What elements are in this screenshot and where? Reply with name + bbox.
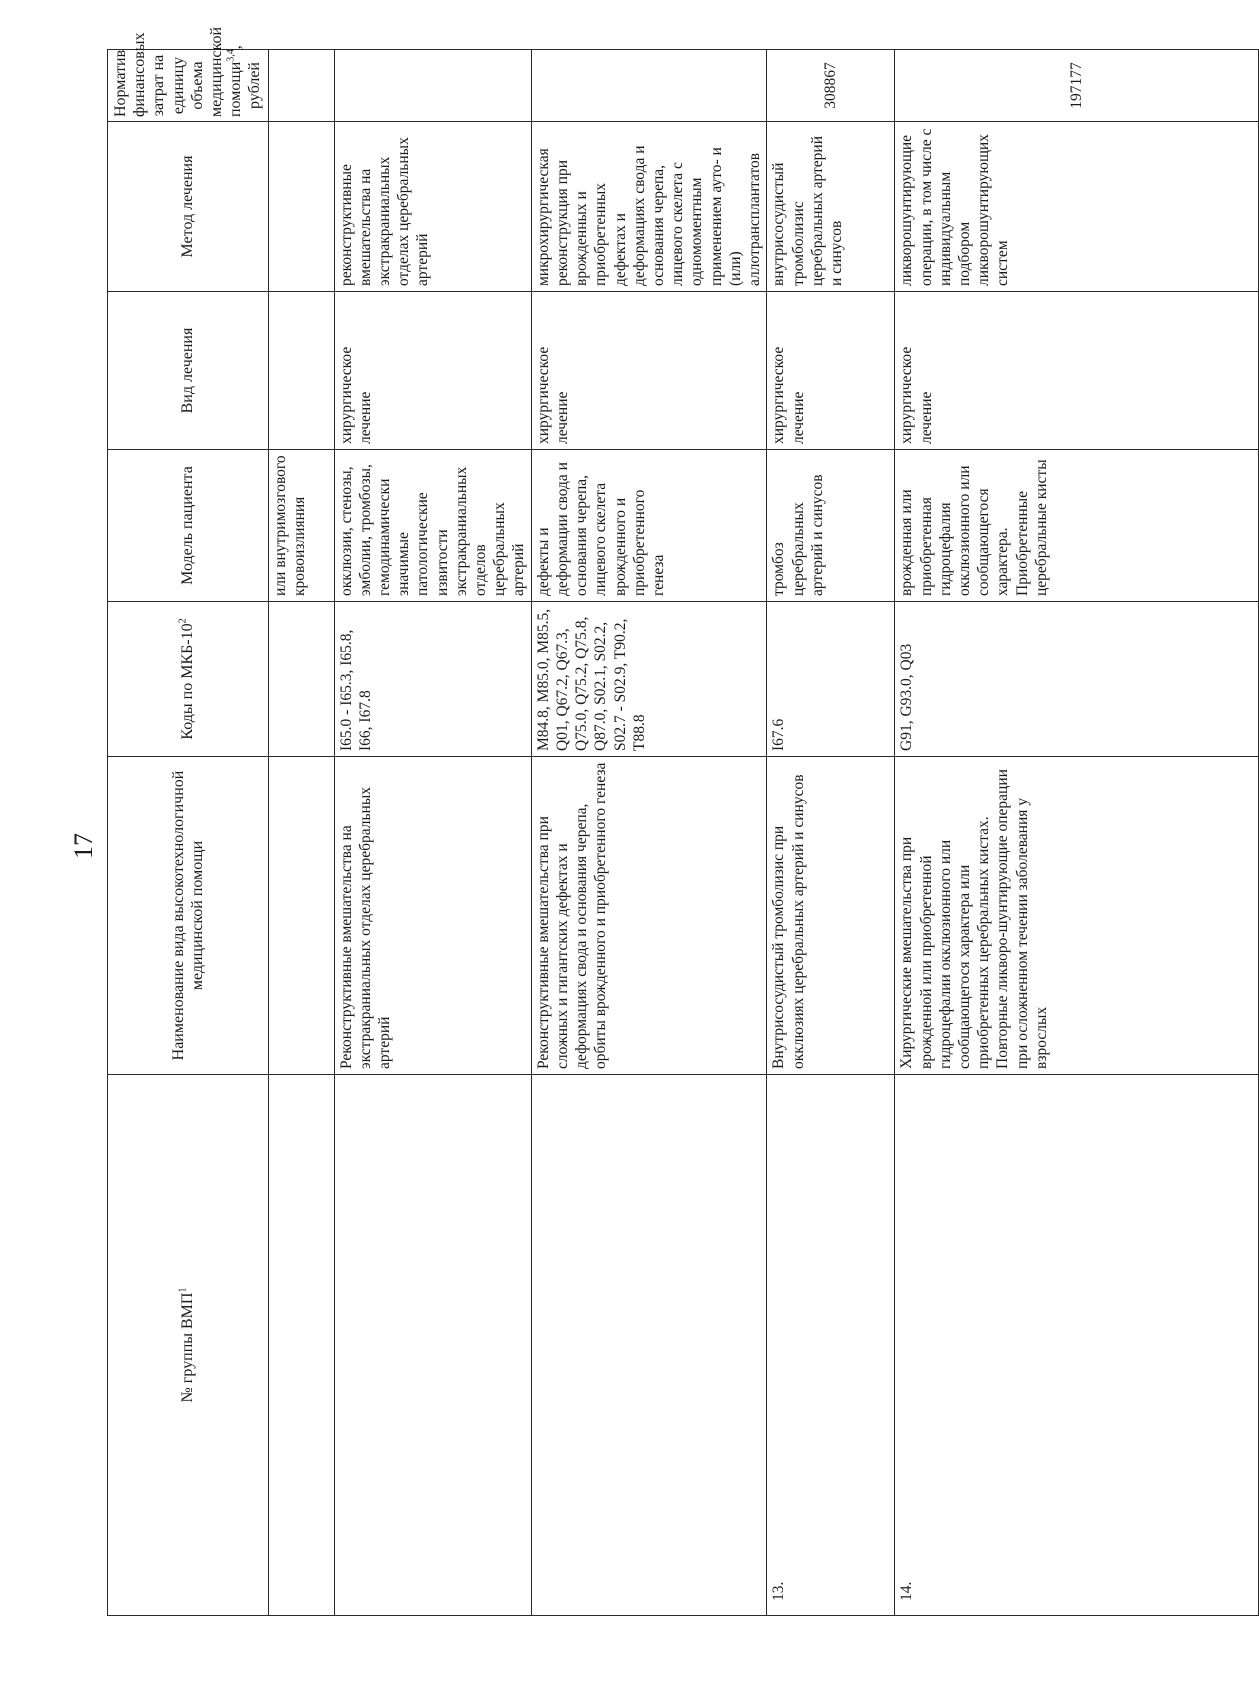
cell-codes: G91, G93.0, Q03 [895, 602, 1259, 757]
cell-model: окклюзии, стенозы, эмболии, тромбозы, гемодинамически значимые патологические извитости экстракраниальных отделов церебральных артерий [334, 450, 531, 602]
cell-name: Реконструктивные вмешательства при сложных и гигантских дефектах и деформациях свода и основания черепа, орбиты врожденного и приобретенного генеза [531, 757, 767, 1075]
cell-method: микрохирургическая реконструкция при врожденных и приобретенных дефектах и деформациях свода и основания черепа, лицевого скелета с одномоментным применением ауто- и (или) аллотрансплантатов [531, 122, 767, 292]
cell-group-no [268, 1075, 334, 1616]
cell-group-no [531, 1075, 767, 1616]
table-row [767, 50, 895, 1616]
cell-codes: M84.8, M85.0, M85.5, Q01, Q67.2, Q67.3, Q75.0, Q75.2, Q75.8, Q87.0, S02.1, S02.2, S02.7 - S02.9, T90.2, T88.8 [531, 602, 767, 757]
cell-model: дефекты и деформации свода и основания черепа, лицевого скелета врожденного и приобретенного генеза [531, 450, 767, 602]
table-row [531, 50, 767, 1616]
table-row [895, 50, 1259, 1616]
cell-name: Хирургические вмешательства при врожденной или приобретенной гидроцефалии окклюзионного или сообщающегося характера или приобретенных церебральных кистах. Повторные ликворо-шунтирующие операции при осложненном течении заболевания у взрослых [895, 757, 1259, 1075]
header-vmp-name: Наименование вида высокотехнологичной медицинской помощи [108, 757, 269, 1075]
cell-name: Реконструктивные вмешательства на экстракраниальных отделах церебральных артерий [334, 757, 531, 1075]
cell-model: врожденная или приобретенная гидроцефалия окклюзионного или сообщающегося характера. Приобретенные церебральные кисты [895, 450, 1259, 602]
cell-type: хирургическое лечение [531, 292, 767, 450]
cell-cost [268, 50, 334, 122]
cell-group-no: 13. [767, 1075, 895, 1616]
cell-cost [334, 50, 531, 122]
cell-name [268, 757, 334, 1075]
cell-type: хирургическое лечение [334, 292, 531, 450]
cell-method: реконструктивные вмешательства на экстракраниальных отделах церебральных артерий [334, 122, 531, 292]
cell-model: или внутримозгового кровоизлияния [268, 450, 334, 602]
cell-cost: 308867 [767, 50, 895, 122]
cell-method: ликворошунтирующие операции, в том числе с индивидуальным подбором ликворошунтирующих систем [895, 122, 1259, 292]
cell-model: тромбоз церебральных артерий и синусов [767, 450, 895, 602]
table-header-row [108, 50, 269, 1616]
header-treatment-method: Метод лечения [108, 122, 269, 292]
cell-codes: I65.0 - I65.3, I65.8, I66, I67.8 [334, 602, 531, 757]
header-group-no: № группы ВМП$^1$ [108, 1075, 269, 1616]
table-row [268, 50, 334, 1616]
header-patient-model: Модель пациента [108, 450, 269, 602]
cell-name: Внутрисосудистый тромболизис при окклюзиях церебральных артерий и синусов [767, 757, 895, 1075]
cell-type [268, 292, 334, 450]
table-row [334, 50, 531, 1616]
cell-group-no: 14. [895, 1075, 1259, 1616]
header-cost-norm: Норматив финансовых затрат на единицу объема медицинской помощи$^{3,4}$, рублей [108, 50, 269, 122]
cell-type: хирургическое лечение [767, 292, 895, 450]
cell-method [268, 122, 334, 292]
page-number-text: 17 [69, 833, 98, 859]
cell-cost [531, 50, 767, 122]
page-number [71, 826, 97, 866]
header-treatment-type: Вид лечения [108, 292, 269, 450]
cell-type: хирургическое лечение [895, 292, 1259, 450]
cell-cost: 197177 [895, 50, 1259, 122]
header-icd-codes: Коды по МКБ-$10^2$ [108, 602, 269, 757]
vmp-table [107, 26, 1107, 1616]
cell-group-no [334, 1075, 531, 1616]
cell-method: внутрисосудистый тромболизис церебральных артерий и синусов [767, 122, 895, 292]
cell-codes: I67.6 [767, 602, 895, 757]
cell-codes [268, 602, 334, 757]
